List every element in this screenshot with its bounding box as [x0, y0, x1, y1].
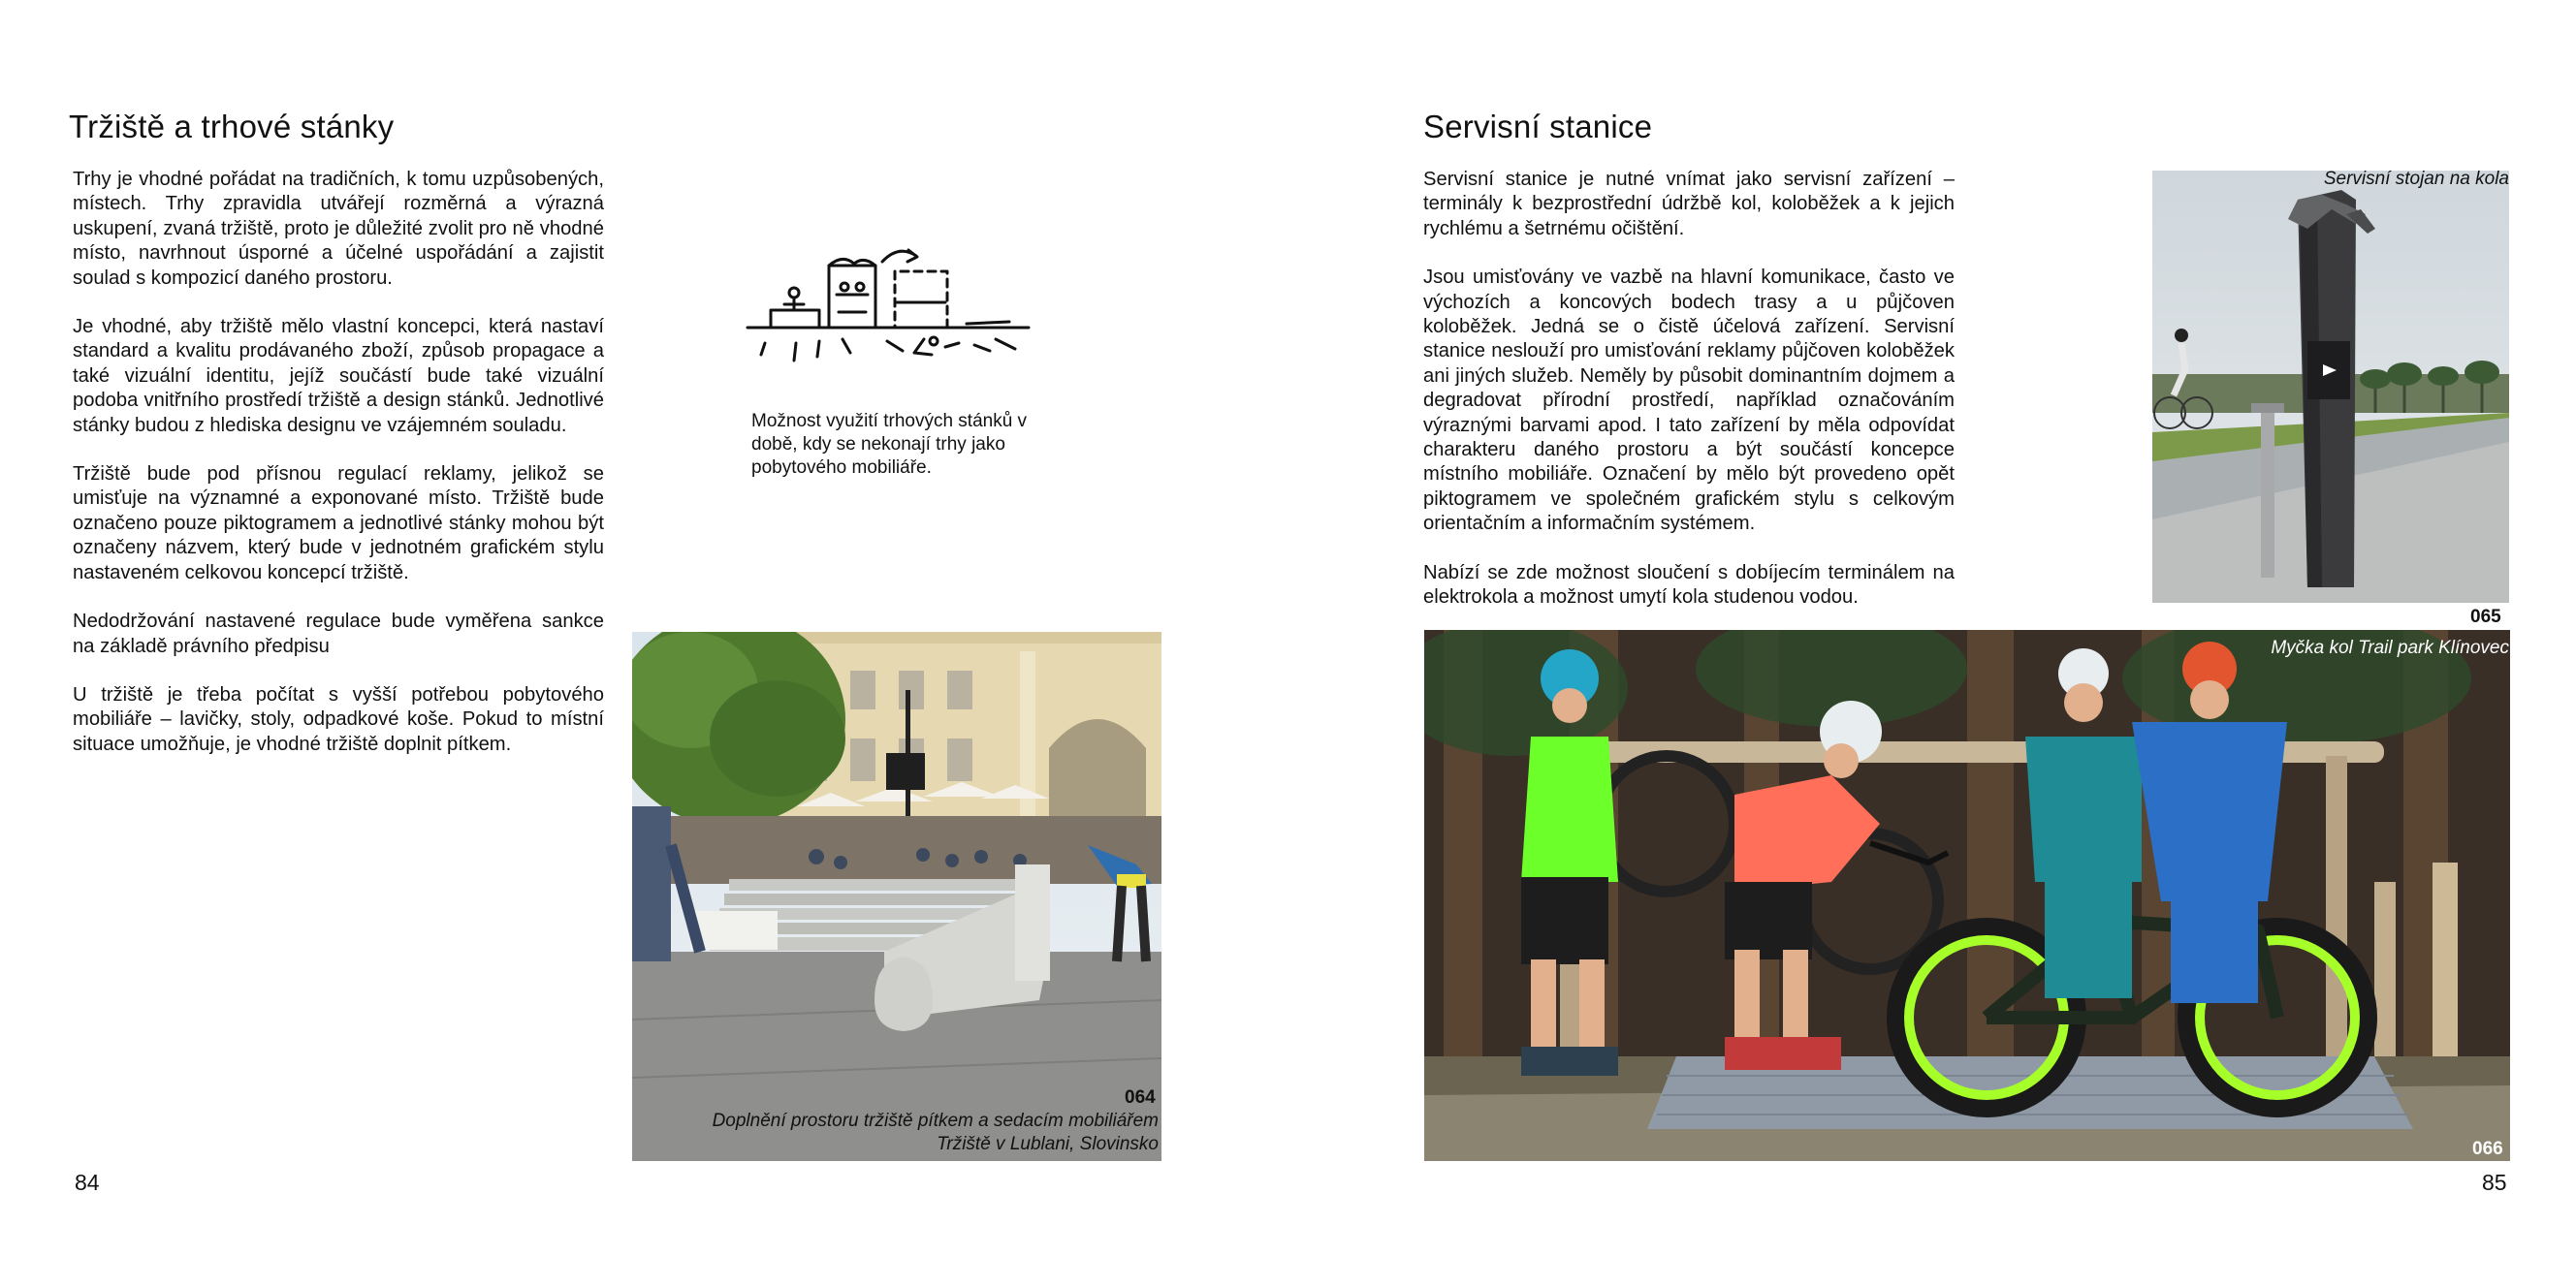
right-paragraph-1: Servisní stanice je nutné vnímat jako servisní zařízení – terminály k bezprostřední údržbě kol, koloběžek a k jejich rychlému a šetrnému očištění. — [1423, 169, 1955, 239]
left-paragraph-1: Trhy je vhodné pořádat na tradičních, k tomu uzpůsobených, místech. Trhy zpravidla utvářejí rozměrná a výrazná uskupení, zvaná tržiště, proto je důležité zvolit pro ně vhodné místo, navrhnout úsporné a účelné uspořádání a zajistit soulad s kompozicí daného prostoru. — [73, 169, 604, 289]
photo-064-caption — [679, 1110, 1159, 1156]
left-page-number: 84 — [75, 1170, 100, 1195]
right-body-text — [1423, 168, 1955, 635]
ljubljana-market-photo — [632, 632, 1161, 1161]
left-paragraph-4: Nedodržování nastavené regulace bude vyměřena sankce na základě právního předpisu — [73, 611, 604, 657]
right-page-number: 85 — [2482, 1170, 2507, 1195]
right-paragraph-2: Jsou umisťovány ve vazbě na hlavní komunikace, často ve výchozích a koncových bodech trasy a u půjčoven koloběžek. Jedná se o čistě účelová zařízení. Servisní stanice neslouží pro umisťování reklamy půjčoven koloběžek ani jiných služeb. Neměly by působit dominantním dojmem a degradovat přírodní prostředí, například označováním výraznými barvami apod. I tato zařízení by měla odpovídat charakteru daného prostoru a být součástí koncepce místního mobiliáře. Označení by mělo být provedeno opět piktogramem ve společném grafickém stylu s celkovým orientačním a informačním systémem. — [1423, 267, 1955, 535]
photo-064-number: 064 — [1125, 1087, 1156, 1108]
photo-064-caption-line1: Doplnění prostoru tržiště pítkem a sedacím mobiliářem — [712, 1111, 1159, 1131]
stand-photo-caption: Servisní stojan na kola — [2323, 169, 2509, 189]
photo-066-number: 066 — [2472, 1139, 2503, 1159]
bike-service-stand-photo — [2152, 171, 2509, 603]
photo-065-number: 065 — [2470, 607, 2501, 627]
right-paragraph-3: Nabízí se zde možnost sloučení s dobíjecím terminálem na elektrokola a možnost umytí kola studenou vodou. — [1423, 561, 1955, 609]
wash-photo-caption: Myčka kol Trail park Klínovec — [2271, 638, 2509, 658]
market-stall-sketch — [742, 242, 1033, 368]
right-page-title: Servisní stanice — [1423, 109, 1653, 144]
left-paragraph-2: Je vhodné, aby tržiště mělo vlastní koncepci, která nastaví standard a kvalitu prodávaného zboží, způsob propagace a také vizuální identitu, jejíž součástí bude také vizuální podoba vnitřního prostředí tržiště a design stánků. Jednotlivé stánky budou z hlediska designu ve vzájemném souladu. — [73, 316, 604, 436]
left-page-title: Tržiště a trhové stánky — [69, 109, 395, 144]
left-body-text — [73, 168, 604, 781]
bike-wash-photo — [1424, 630, 2510, 1161]
left-paragraph-5: U tržiště je třeba počítat s vyšší potřebou pobytového mobiliáře – lavičky, stoly, odpadkové koše. Pokud to místní situace umožňuje, je vhodné tržiště doplnit pítkem. — [73, 683, 604, 755]
photo-064-caption-line2: Tržiště v Lublani, Slovinsko — [937, 1134, 1159, 1154]
left-paragraph-3: Tržiště bude pod přísnou regulací reklamy, jelikož se umisťuje na významné a exponované místo. Tržiště bude označeno pouze piktogramem a jednotlivé stánky mohou být označeny názvem, který bude v jednotném grafickém stylu nastaveném celkovou koncepcí tržiště. — [73, 463, 604, 583]
sketch-caption: Možnost využití trhových stánků v době, kdy se nekonají trhy jako pobytového mobiliáře. — [751, 411, 1028, 478]
